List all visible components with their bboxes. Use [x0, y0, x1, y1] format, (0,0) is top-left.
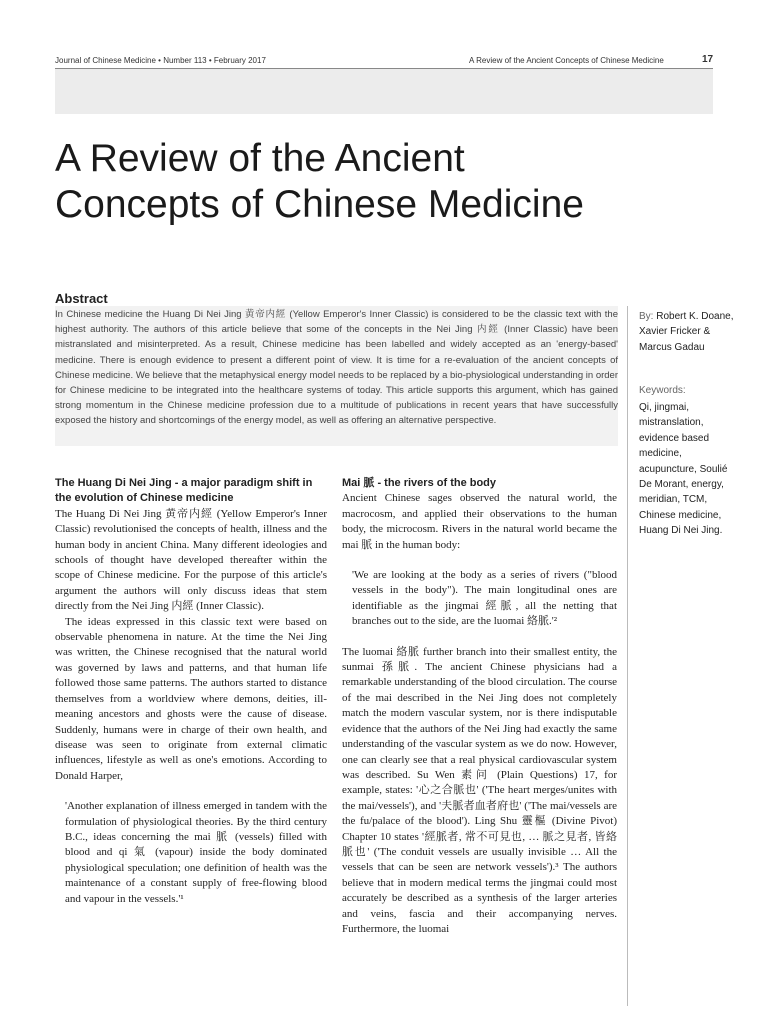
body-column-left	[55, 476, 327, 922]
section-heading-paradigm-shift: The Huang Di Nei Jing - a major paradigm shift in the evolution of Chinese medicine	[55, 477, 313, 505]
running-header-journal: Journal of Chinese Medicine • Number 113 • February 2017	[55, 56, 266, 65]
abstract-text: In Chinese medicine the Huang Di Nei Jing 黄帝内經 (Yellow Emperor's Inner Classic) is considered to be the classic text with the highest authority. The authors of this article believe that some of the concepts in the Nei Jing 内經 (Inner Classic) have been mistranslated and misinterpreted. As a result, Chinese medicine has been labelled and widely accepted as an 'energy-based' medicine. There is enough evidence to present a different point of view. It is time for a re-evaluation of the ancient concepts of Chinese medicine. We believe that the metaphysical energy model needs to be replaced by a bio-physiological understanding in order for Chinese medicine to be integrated into the healthcare systems of today. This article supports this argument, which has gained strong momentum in the Chinese medicine profession due to a multitude of publications in recent years that have successfully exposed the history and shortcomings of the energy model, as well as offering an alternative perspective.	[55, 309, 618, 427]
paragraph: Ancient Chinese sages observed the natural world, the macrocosm, and applied their observations to the human body, the microcosm. Rivers in the natural world became the mai 脈 in the human body:	[342, 492, 617, 551]
paragraph: The ideas expressed in this classic text were based on observable phenomena in nature. At the time the Nei Jing was written, the Chinese recognised that the natural world was governed by laws and patterns, and that human life followed those same patterns. The authors started to distance themselves from a worldview where demons, deities, ill-meaning ancestors and ghosts were the cause of disease. Suddenly, humans were in charge of their own health, and disease was seen to originate from external climatic influences, lifestyle as well as one's emotions. According to Donald Harper,	[55, 615, 327, 782]
by-label: By:	[639, 311, 654, 322]
running-header-title: A Review of the Ancient Concepts of Chinese Medicine	[469, 56, 664, 65]
block-quote: 'We are looking at the body as a series of rivers ("blood vessels in the body"). The main longitudinal ones are identifiable as the jingmai 經脈, all the netting that branches out to the side, are the luomai 絡脈.'²	[352, 569, 617, 628]
paragraph: The Huang Di Nei Jing 黄帝内經 (Yellow Emperor's Inner Classic) revolutionised the concepts of health, illness and the human body in ancient China. Many different ideologies and schools of thought have developed thereafter within the scope of Chinese medicine. For the purpose of this article's argument the authors will only discuss ideas that stem directly from the Nei Jing 内經 (Inner Classic).	[55, 507, 327, 613]
keywords-label: Keywords:	[639, 385, 686, 396]
abstract-heading: Abstract	[55, 291, 108, 306]
section-heading-mai: Mai 脈 - the rivers of the body	[342, 477, 497, 489]
author-byline	[639, 309, 734, 355]
sidebar-divider	[627, 306, 628, 1006]
author-names: Robert K. Doane, Xavier Fricker & Marcus Gadau	[639, 311, 734, 353]
page-number: 17	[702, 54, 714, 65]
body-column-right	[342, 476, 617, 937]
keywords-list: Qi, jingmai, mistranslation, evidence based medicine, acupuncture, Soulié De Morant, energy, meridian, TCM, Chinese medicine, Huang Di Nei Jing.	[639, 402, 728, 537]
block-quote: 'Another explanation of illness emerged in tandem with the formulation of physiological theories. By the third century B.C., ideas concerning the mai 脈 (vessels) filled with blood and qi 氣 (vapour) inside the body dominated physiological speculation; one definition of health was the maintenance of a constant supply of free-flowing blood and vapour in the vessels.'¹	[65, 800, 327, 905]
article-title: A Review of the Ancient Concepts of Chinese Medicine	[55, 137, 584, 226]
paragraph: The luomai 絡脈 further branch into their smallest entity, the sunmai 孫脈. The ancient Chinese physicians had a remarkable understanding of the blood circulation. The course of the mai described in the Nei Jing does not completely match the modern vascular system, nor is there indisputable evidence that the authors of the Nei Jing had exactly the same understanding of the vascular system as we do now. However, one can clearly see that a real physical cardiovascular system was described. Su Wen 素问 (Plain Questions) 17, for example, states: '心之合脈也' ('The heart merges/unites with the mai/vessels'), and '夫脈者血者府也' ('The mai/vessels are the fu/palace of the blood'). Ling Shu 靈樞 (Divine Pivot) Chapter 10 states '經脈者, 常不可見也, … 脈之見者, 皆絡脈也' ('The conduit vessels are usually invisible … All the vessels that can be seen are network vessels').³ The authors believe that in modern medical terms the jingmai could most accurately be described as a synthesis of the larger arteries and veins, fascia and their accompanying nerves. Furthermore, the luomai	[342, 645, 617, 935]
header-band	[55, 69, 713, 114]
